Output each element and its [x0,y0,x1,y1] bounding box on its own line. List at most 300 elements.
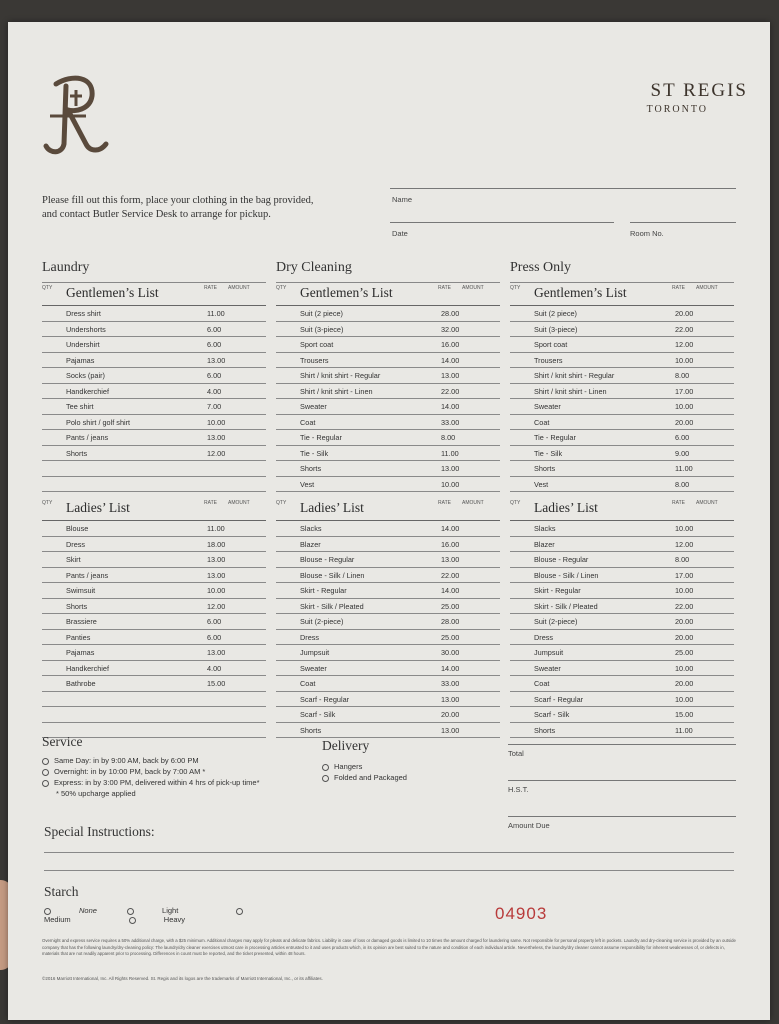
qty-header: QTY [510,285,521,291]
ladies-list-title: Ladies’ List [300,500,364,515]
item-rate: 33.00 [441,679,460,688]
item-rate: 17.00 [675,570,694,580]
table-row[interactable] [510,461,734,477]
item-rate: 11.00 [207,524,225,533]
item-name: Sport coat [534,340,568,349]
fine-print: Overnight and express service requires a 50% additional charge, with a $25 minimum. Additional charges may apply for pleats and delicate fabrics. Liability in case of loss or damaged goods is limited to 10 times the amount charged for laundering same. Not responsible for personal property left in pockets. Laundry and dry-cleaning service is provided by an outside company that has the following laundry/dry-cleaning policy: The laundry/dry cleaner exercises utmost care in processing articles entrusted to it and uses products which, in its opinion are best suited to the nature and condition of each individual article. Nevertheless, the laundry/dry cleaner cannot assume responsibility for inherent weaknesses of, or defects in, materials that are not readily apparent prior to processing. Differences in count must be reported, and the ticket presented, within 48 hours. [42,938,736,956]
item-name: Scarf - Silk [534,710,570,719]
starch-section [44,884,344,924]
item-name: Skirt [66,555,81,564]
rate-header: RATE [672,500,685,506]
item-rate: 15.00 [675,710,694,719]
table-row[interactable] [42,306,266,322]
item-rate: 20.00 [675,417,694,427]
table-row[interactable] [276,552,500,568]
amount-header: AMOUNT [462,500,484,506]
table-row[interactable] [510,568,734,584]
table-row[interactable] [510,399,734,415]
item-name: Handkerchief [66,663,109,673]
total-label: Total [508,749,524,758]
starch-option-light[interactable] [127,906,206,915]
table-row[interactable] [276,692,500,708]
item-name: Skirt - Silk / Pleated [300,601,364,611]
gentlemen-list-header [276,283,500,306]
item-name: Shirt / knit shirt - Regular [534,371,615,380]
item-name: Undershorts [66,324,106,334]
amount-header: AMOUNT [462,285,484,291]
rate-header: RATE [438,285,451,291]
table-row[interactable] [276,353,500,369]
table-row[interactable] [42,692,266,708]
item-name: Dress shirt [66,309,101,318]
item-name: Blazer [534,539,555,549]
table-row[interactable] [42,645,266,661]
radio-icon [42,769,49,776]
item-rate: 13.00 [441,555,460,564]
item-rate: 8.00 [675,371,690,380]
table-row[interactable] [276,399,500,415]
item-rate: 8.00 [441,433,456,442]
item-name: Slacks [534,524,556,533]
item-rate: 25.00 [441,632,460,642]
item-rate: 22.00 [675,601,694,611]
table-row[interactable] [276,521,500,537]
table-row[interactable] [276,645,500,661]
service-option-label: Overnight: in by 10:00 PM, back by 7:00 AM * [54,767,206,776]
item-name: Shirt / knit shirt - Regular [300,371,381,380]
service-option-express[interactable] [42,778,322,787]
table-row[interactable] [510,630,734,646]
table-row[interactable] [42,384,266,400]
special-instructions-line[interactable] [44,852,734,870]
service-section [42,734,322,798]
radio-icon [42,758,49,765]
item-rate: 4.00 [207,386,222,396]
item-name: Pants / jeans [66,570,109,580]
table-row[interactable] [510,368,734,384]
item-name: Blouse - Regular [534,555,589,564]
item-name: Scarf - Silk [300,710,336,719]
item-rate: 28.00 [441,617,460,626]
table-row[interactable] [276,568,500,584]
table-row[interactable] [510,322,734,338]
item-name: Shirt / knit shirt - Linen [534,386,607,396]
item-name: Bathrobe [66,679,96,688]
special-instructions-section [44,824,734,888]
item-rate: 6.00 [207,617,222,626]
starch-option-label: Light [162,906,179,915]
item-rate: 13.00 [207,433,226,442]
table-row[interactable] [510,599,734,615]
item-rate: 20.00 [441,710,460,719]
gentlemen-list-header [42,283,266,306]
item-name: Coat [300,417,316,427]
item-rate: 12.00 [675,340,694,349]
delivery-option-folded[interactable] [322,773,482,782]
radio-icon [236,908,243,915]
item-rate: 12.00 [675,539,694,549]
item-name: Suit (2 piece) [300,309,343,318]
total-field[interactable] [508,744,736,745]
table-row[interactable] [276,537,500,553]
item-rate: 20.00 [675,632,694,642]
item-rate: 22.00 [675,324,694,334]
item-name: Brassiere [66,617,97,626]
item-name: Shorts [300,725,322,735]
table-row[interactable] [510,723,734,739]
table-row[interactable] [42,676,266,692]
item-rate: 13.00 [441,371,460,380]
item-name: Blouse - Silk / Linen [300,570,365,580]
item-rate: 14.00 [441,355,460,365]
radio-icon [44,908,51,915]
item-name: Blouse - Regular [300,555,355,564]
table-row[interactable] [42,430,266,446]
table-row[interactable] [276,461,500,477]
item-name: Sweater [300,663,327,673]
rate-header: RATE [204,285,217,291]
item-name: Suit (3-piece) [300,324,344,334]
table-row[interactable] [42,446,266,462]
gentlemen-list-title: Gentlemen’s List [66,285,159,300]
table-row[interactable] [510,552,734,568]
item-name: Trousers [300,355,329,365]
section-title: Press Only [510,260,734,283]
service-option-overnight[interactable] [42,767,322,776]
item-rate: 22.00 [441,570,460,580]
amount-header: AMOUNT [228,500,250,506]
dry-cleaning-column [276,260,500,738]
table-row[interactable] [510,477,734,493]
table-row[interactable] [510,676,734,692]
item-rate: 14.00 [441,524,460,533]
starch-title: Starch [44,884,79,899]
table-row[interactable] [276,676,500,692]
item-rate: 13.00 [207,555,226,564]
radio-icon [129,917,136,924]
radio-icon [127,908,134,915]
table-row[interactable] [42,599,266,615]
starch-option-label: Heavy [163,915,186,924]
table-row[interactable] [510,661,734,677]
press-only-column [510,260,734,738]
item-name: Scarf - Regular [300,694,350,704]
item-name: Scarf - Regular [534,694,584,704]
item-name: Suit (2-piece) [300,617,344,626]
table-row[interactable] [276,446,500,462]
name-label: Name [392,195,413,204]
delivery-option-label: Hangers [334,762,363,771]
table-row[interactable] [276,384,500,400]
item-name: Dress [66,539,86,549]
item-rate: 14.00 [441,586,460,595]
item-rate: 17.00 [675,386,694,396]
item-rate: 33.00 [441,417,460,427]
item-rate: 25.00 [441,601,460,611]
hst-label: H.S.T. [508,785,529,794]
item-name: Shorts [66,448,88,458]
section-title: Dry Cleaning [276,260,500,283]
item-rate: 6.00 [207,632,222,642]
item-rate: 11.00 [675,464,693,473]
section-title: Laundry [42,260,266,283]
radio-icon [322,764,329,771]
service-option-label: Same Day: in by 9:00 AM, back by 6:00 PM [54,756,199,765]
item-rate: 14.00 [441,402,460,411]
amount-header: AMOUNT [696,285,718,291]
table-row[interactable] [42,368,266,384]
item-name: Panties [66,632,91,642]
rate-header: RATE [438,500,451,506]
st-regis-monogram-logo [42,74,114,158]
item-rate: 10.00 [675,586,694,595]
amount-header: AMOUNT [696,500,718,506]
table-row[interactable] [276,661,500,677]
item-rate: 9.00 [675,448,690,458]
item-name: Swimsuit [66,586,96,595]
table-row[interactable] [42,415,266,431]
brand [608,80,748,115]
table-row[interactable] [510,645,734,661]
item-name: Slacks [300,524,322,533]
table-row[interactable] [42,337,266,353]
table-row[interactable] [42,537,266,553]
table-row[interactable] [276,477,500,493]
item-name: Sweater [300,402,327,411]
gentlemen-list-title: Gentlemen’s List [534,285,627,300]
hst-field[interactable] [508,780,736,781]
item-rate: 12.00 [207,448,226,458]
table-row[interactable] [510,537,734,553]
item-name: Blouse [66,524,89,533]
delivery-section [322,738,482,782]
table-row[interactable] [276,583,500,599]
table-row[interactable] [276,322,500,338]
item-rate: 13.00 [207,570,226,580]
rate-header: RATE [204,500,217,506]
item-rate: 8.00 [675,479,690,489]
starch-options [44,906,344,924]
item-rate: 11.00 [207,309,225,318]
item-name: Tie - Regular [534,433,576,442]
item-rate: 20.00 [675,679,694,688]
item-name: Polo shirt / golf shirt [66,417,131,427]
table-row[interactable] [42,583,266,599]
item-rate: 13.00 [441,725,460,735]
table-row[interactable] [42,461,266,477]
table-row[interactable] [510,583,734,599]
table-row[interactable] [510,384,734,400]
service-option-same-day[interactable] [42,756,322,765]
ladies-list-header [42,498,266,521]
room-field[interactable] [630,222,736,223]
item-name: Sweater [534,402,561,411]
item-name: Dress [534,632,554,642]
item-rate: 6.00 [207,340,222,349]
table-row[interactable] [510,521,734,537]
instructions-text [42,194,362,222]
item-rate: 10.00 [675,694,694,704]
table-row[interactable] [42,707,266,723]
item-rate: 30.00 [441,648,460,657]
item-name: Trousers [534,355,563,365]
delivery-option-label: Folded and Packaged [334,773,407,782]
copyright: ©2016 Marriott International, Inc. All Rights Reserved. St. Regis and its logos are the trademarks of Marriott International, Inc., or its affiliates. [42,976,323,981]
gentlemen-list-title: Gentlemen’s List [300,285,393,300]
table-row[interactable] [510,306,734,322]
item-name: Shorts [534,725,556,735]
item-rate: 28.00 [441,309,460,318]
date-label: Date [392,229,408,238]
service-options [42,756,322,798]
ladies-list-title: Ladies’ List [66,500,130,515]
table-row[interactable] [276,415,500,431]
item-name: Skirt - Regular [534,586,581,595]
item-rate: 11.00 [441,448,459,458]
item-rate: 20.00 [675,617,694,626]
item-rate: 10.00 [675,355,694,365]
table-row[interactable] [42,614,266,630]
table-row[interactable] [42,661,266,677]
table-row[interactable] [42,399,266,415]
item-rate: 20.00 [675,309,694,318]
table-row[interactable] [42,353,266,369]
item-name: Shorts [66,601,88,611]
item-name: Tie - Regular [300,433,342,442]
amount-due-label: Amount Due [508,821,550,830]
item-name: Dress [300,632,320,642]
item-name: Coat [300,679,316,688]
table-row[interactable] [276,707,500,723]
item-name: Undershirt [66,340,100,349]
item-rate: 10.00 [441,479,460,489]
table-row[interactable] [510,430,734,446]
item-name: Suit (2 piece) [534,309,577,318]
item-name: Tie - Silk [534,448,563,458]
item-name: Tie - Silk [300,448,329,458]
item-name: Suit (2-piece) [534,617,578,626]
table-row[interactable] [510,353,734,369]
item-name: Jumpsuit [534,648,564,657]
table-row[interactable] [510,692,734,708]
item-rate: 8.00 [675,555,690,564]
name-field[interactable] [390,188,736,189]
item-rate: 11.00 [675,725,693,735]
table-row[interactable] [42,322,266,338]
table-row[interactable] [42,521,266,537]
laundry-form-sheet [8,22,770,1020]
table-row[interactable] [276,599,500,615]
table-row[interactable] [42,630,266,646]
starch-option-none[interactable] [44,906,97,915]
ladies-list-header [510,498,734,521]
table-row[interactable] [276,614,500,630]
item-rate: 13.00 [441,464,460,473]
item-rate: 32.00 [441,324,460,334]
item-name: Shirt / knit shirt - Linen [300,386,373,396]
qty-header: QTY [42,500,53,506]
delivery-option-hangers[interactable] [322,762,482,771]
table-row[interactable] [510,415,734,431]
table-row[interactable] [276,306,500,322]
table-row[interactable] [276,368,500,384]
item-rate: 10.00 [207,417,226,427]
brand-city: TORONTO [646,104,708,115]
room-label: Room No. [630,229,664,238]
qty-header: QTY [276,285,287,291]
delivery-title: Delivery [322,738,370,753]
item-rate: 15.00 [207,679,226,688]
item-name: Suit (3-piece) [534,324,578,334]
item-rate: 13.00 [441,694,460,704]
service-option-label: Express: in by 3:00 PM, delivered within 4 hrs of pick-up time* [54,778,260,787]
table-row[interactable] [510,707,734,723]
service-title: Service [42,734,83,749]
amount-header: AMOUNT [228,285,250,291]
item-name: Tee shirt [66,402,94,411]
item-name: Jumpsuit [300,648,330,657]
item-name: Skirt - Regular [300,586,347,595]
intro-line-1: Please fill out this form, place your clothing in the bag provided, [42,195,314,206]
starch-option-label: Medium [44,915,71,924]
item-name: Sport coat [300,340,334,349]
item-rate: 10.00 [675,663,694,673]
table-row[interactable] [276,430,500,446]
item-rate: 16.00 [441,340,460,349]
item-name: Shorts [300,464,322,473]
radio-icon [322,775,329,782]
ladies-list-title: Ladies’ List [534,500,598,515]
serial-number: 04903 [495,904,548,923]
table-row[interactable] [42,552,266,568]
item-rate: 12.00 [207,601,226,611]
item-name: Vest [534,479,549,489]
item-rate: 6.00 [207,371,222,380]
starch-option-heavy[interactable] [129,915,213,924]
table-row[interactable] [42,568,266,584]
item-rate: 18.00 [207,539,226,549]
item-name: Pajamas [66,355,95,365]
table-row[interactable] [510,446,734,462]
table-row[interactable] [510,614,734,630]
item-rate: 13.00 [207,648,226,657]
ladies-list-header [276,498,500,521]
item-name: Handkerchief [66,386,109,396]
item-name: Coat [534,679,550,688]
item-rate: 13.00 [207,355,226,365]
amount-due-field[interactable] [508,816,736,817]
item-name: Pajamas [66,648,95,657]
qty-header: QTY [510,500,521,506]
item-rate: 25.00 [675,648,694,657]
table-row[interactable] [510,337,734,353]
radio-icon [42,780,49,787]
table-row[interactable] [42,477,266,493]
item-rate: 22.00 [441,386,460,396]
item-name: Blouse - Silk / Linen [534,570,599,580]
service-note: * 50% upcharge applied [56,789,136,798]
item-rate: 7.00 [207,402,222,411]
qty-header: QTY [42,285,53,291]
date-field[interactable] [390,222,614,223]
item-rate: 6.00 [207,324,222,334]
table-row[interactable] [276,630,500,646]
laundry-column [42,260,266,738]
item-rate: 10.00 [207,586,226,595]
starch-option-label: None [79,906,97,915]
item-rate: 10.00 [675,402,694,411]
table-row[interactable] [276,337,500,353]
